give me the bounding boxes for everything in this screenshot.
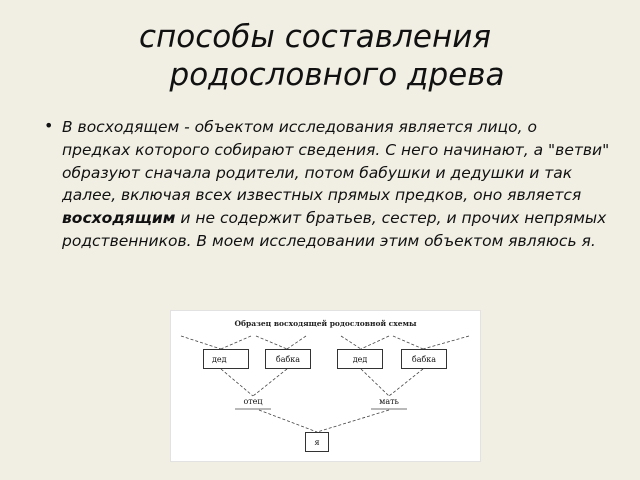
connector-top-right-2 (361, 336, 389, 349)
slide-title (0, 18, 640, 94)
node-self: я (305, 432, 329, 452)
bullet-text (62, 116, 610, 253)
connector-gf2-to-mother (361, 369, 389, 396)
bullet-marker: • (44, 116, 54, 135)
connector-gm1-to-father (253, 369, 287, 396)
connector-gf1-to-father (221, 369, 253, 396)
connector-top-left-2 (221, 336, 251, 349)
node-grandmother-1: бабка (265, 349, 311, 369)
connector-father-to-self (259, 410, 317, 432)
node-grandfather-2: дед (337, 349, 383, 369)
connector-mother-to-self (317, 410, 389, 432)
connector-top-right-3 (393, 336, 423, 349)
node-mother: мать (379, 397, 399, 406)
node-grandmother-2: бабка (401, 349, 447, 369)
bullet-text-bold: восходящим (62, 209, 176, 228)
connector-top-right-4 (423, 336, 469, 349)
connector-top-left-1 (181, 336, 221, 349)
connector-gm2-to-mother (389, 369, 423, 396)
node-father: отец (243, 397, 263, 406)
slide-title-line-2: родословного древа (169, 57, 505, 93)
bullet-text-part-1: В восходящем - объектом исследования является лицо, о предках которого собирают сведения. С него начинают, а "ветви" образуют сначала родители, потом бабушки и дедушки и так далее, включая всех известных прямых предков, оно является (62, 118, 610, 205)
connector-top-left-3 (256, 336, 287, 349)
diagram-caption: Образец восходящей родословной схемы (234, 319, 417, 328)
slide-title-line-1: способы составления (138, 19, 492, 55)
bullet-text-part-2: и не содержит братьев, сестер, и прочих непрямых родственников. В моем исследовании этим объектом являюсь я. (62, 209, 607, 250)
node-grandfather-1: дед (203, 349, 249, 369)
connector-top-right-1 (341, 336, 361, 349)
pedigree-diagram (170, 310, 481, 462)
connector-top-left-4 (287, 336, 306, 349)
